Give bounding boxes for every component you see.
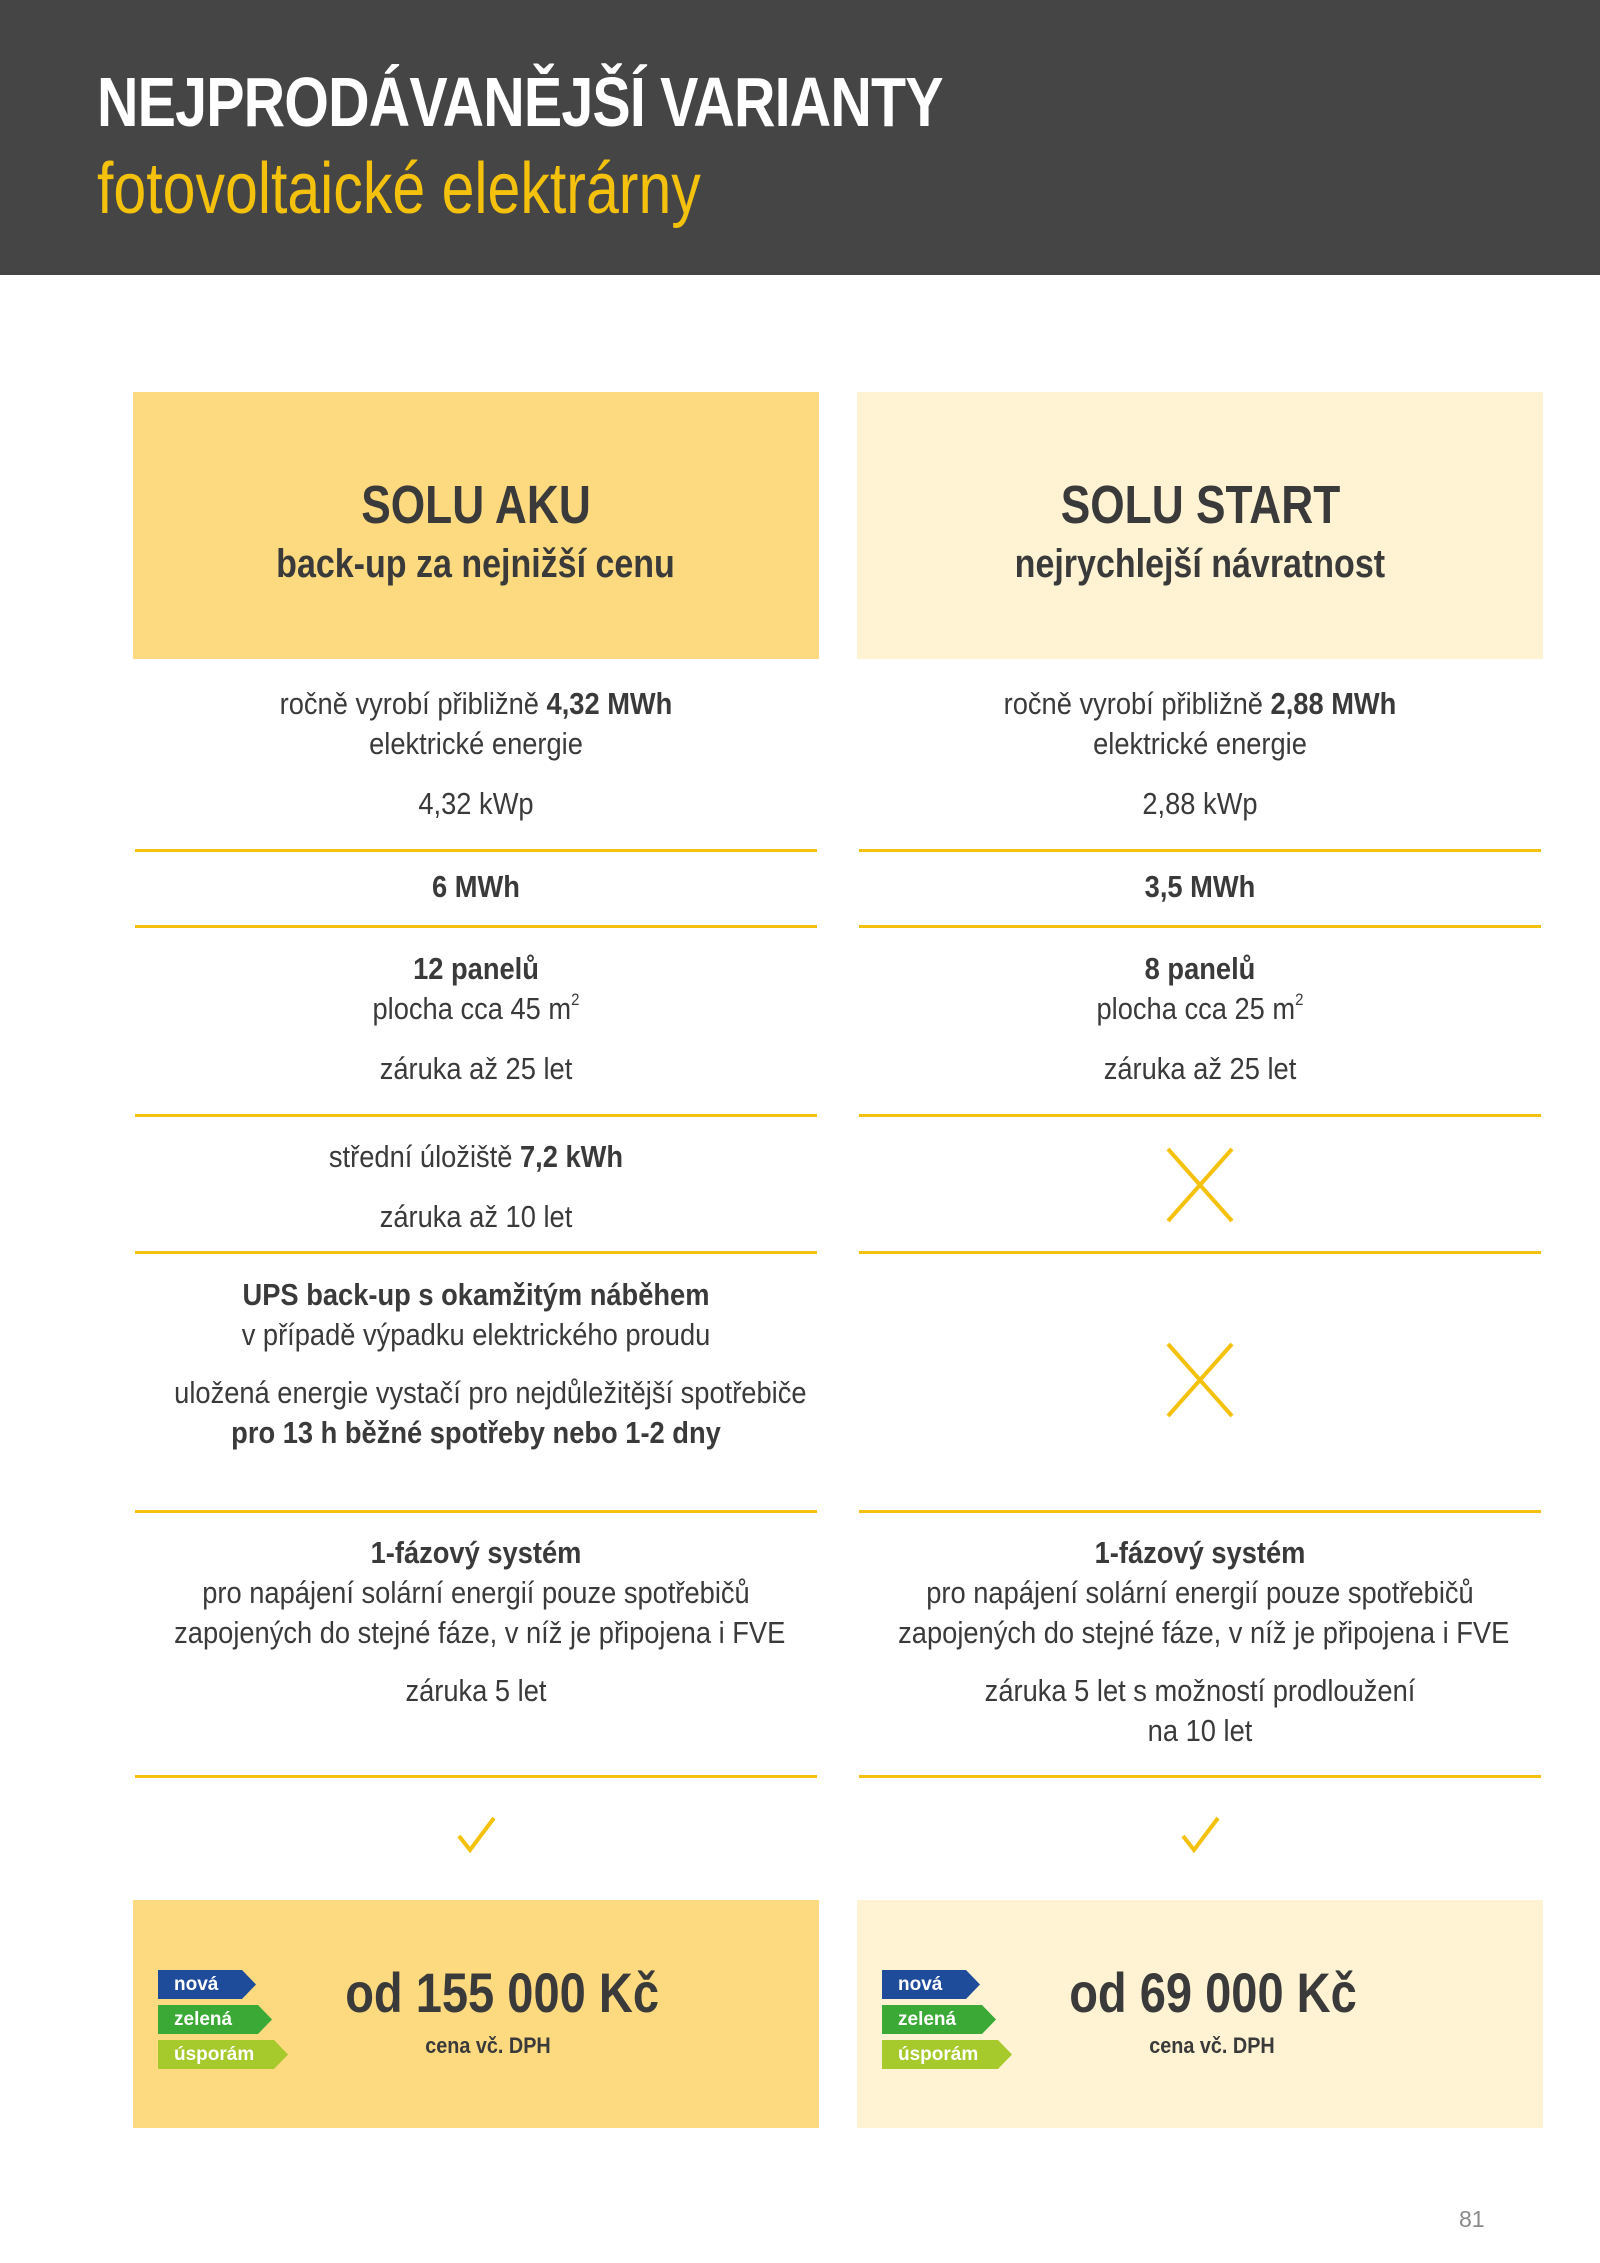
page-title: NEJPRODÁVANĚJŠÍ VARIANTY (97, 63, 943, 141)
power-value: 2,88 kWp (1142, 786, 1258, 821)
power-value: 4,32 kWp (418, 786, 534, 821)
panel-warranty: záruka až 25 let (1103, 1051, 1297, 1086)
panel-warranty: záruka až 25 let (379, 1051, 573, 1086)
page-subtitle: fotovoltaické elektrárny (97, 149, 701, 229)
price-note: cena vč. DPH (425, 2033, 551, 2058)
ups-title: UPS back-up s okamžitým náběhem (242, 1277, 710, 1312)
badge-zelena: zelená (158, 2005, 272, 2034)
price (1042, 1960, 1382, 2059)
panels-cell: 8 panelů plocha cca 25 $m^2$ záruka až 25 let (857, 949, 1543, 1089)
divider (135, 849, 817, 852)
green-savings-logo (882, 1970, 1012, 2075)
system-warranty: záruka 5 let s možností prodloužení (984, 1673, 1416, 1708)
production-cell: ročně vyrobí přibližně 4,32 MWh elektrické energie 4,32 kWp (133, 684, 819, 824)
divider (135, 1114, 817, 1117)
plan-tagline: nejrychlejší návratnost (1014, 542, 1386, 586)
plan-tagline: back-up za nejnižší cenu (276, 542, 676, 586)
price (318, 1960, 658, 2059)
energy-cell (857, 867, 1543, 907)
panel-count: 12 panelů (413, 951, 539, 986)
check-icon (133, 1812, 819, 1856)
plan-header (133, 392, 819, 659)
energy-value: 6 MWh (432, 869, 520, 904)
check-icon (857, 1812, 1543, 1856)
plan-card-solu-aku (133, 392, 819, 2065)
plan-name: SOLU AKU (361, 475, 591, 535)
plan-header (857, 392, 1543, 659)
badge-usporam: úsporám (158, 2040, 288, 2069)
green-savings-logo (158, 1970, 288, 2075)
cross-icon (857, 1145, 1543, 1225)
divider (859, 849, 1541, 852)
divider (135, 1251, 817, 1254)
storage-cell: střední úložiště 7,2 kWh záruka až 10 let (133, 1137, 819, 1237)
divider (135, 1510, 817, 1513)
cross-icon (857, 1340, 1543, 1420)
price-box (857, 1900, 1543, 2128)
divider (859, 1114, 1541, 1117)
system-title: 1-fázový systém (1094, 1535, 1306, 1570)
price-value: od 69 000 Kč (1069, 1961, 1357, 2024)
plan-card-solu-start (857, 392, 1543, 2065)
badge-usporam: úsporám (882, 2040, 1012, 2069)
divider (859, 1775, 1541, 1778)
system-cell: 1-fázový systém pro napájení solární energií pouze spotřebičů zapojených do stejné fáze, v níž je připojena i FVE záruka 5 let s možností prodloužení na 10 let (898, 1535, 1510, 1748)
badge-nova: nová (158, 1970, 256, 1999)
panel-count: 8 panelů (1144, 951, 1256, 986)
price-note: cena vč. DPH (1149, 2033, 1275, 2058)
energy-cell (133, 867, 819, 907)
plan-name: SOLU START (1060, 475, 1340, 535)
page-number: 81 (1459, 2206, 1485, 2232)
badge-nova: nová (882, 1970, 980, 1999)
system-warranty: záruka 5 let (405, 1673, 547, 1708)
divider (859, 925, 1541, 928)
storage-value: 7,2 kWh (519, 1139, 624, 1174)
storage-warranty: záruka až 10 let (379, 1199, 573, 1234)
divider (859, 1510, 1541, 1513)
page-header (0, 0, 1600, 275)
panels-cell: 12 panelů plocha cca 45 $m^2$ záruka až 25 let (133, 949, 819, 1089)
system-title: 1-fázový systém (370, 1535, 582, 1570)
divider (859, 1251, 1541, 1254)
divider (135, 1775, 817, 1778)
system-cell: 1-fázový systém pro napájení solární energií pouze spotřebičů zapojených do stejné fáze, v níž je připojena i FVE záruka 5 let (133, 1533, 819, 1711)
ups-cell: UPS back-up s okamžitým náběhem v případě výpadku elektrického proudu uložená energie vystačí pro nejdůležitější spotřebiče pro 13 h běžné spotřeby nebo 1-2 dny (174, 1277, 807, 1450)
divider (135, 925, 817, 928)
production-value: 4,32 MWh (546, 686, 673, 721)
energy-value: 3,5 MWh (1144, 869, 1256, 904)
badge-zelena: zelená (882, 2005, 996, 2034)
production-cell: ročně vyrobí přibližně 2,88 MWh elektrické energie 2,88 kWp (857, 684, 1543, 824)
price-value: od 155 000 Kč (345, 1961, 659, 2024)
production-value: 2,88 MWh (1270, 686, 1397, 721)
price-box (133, 1900, 819, 2128)
